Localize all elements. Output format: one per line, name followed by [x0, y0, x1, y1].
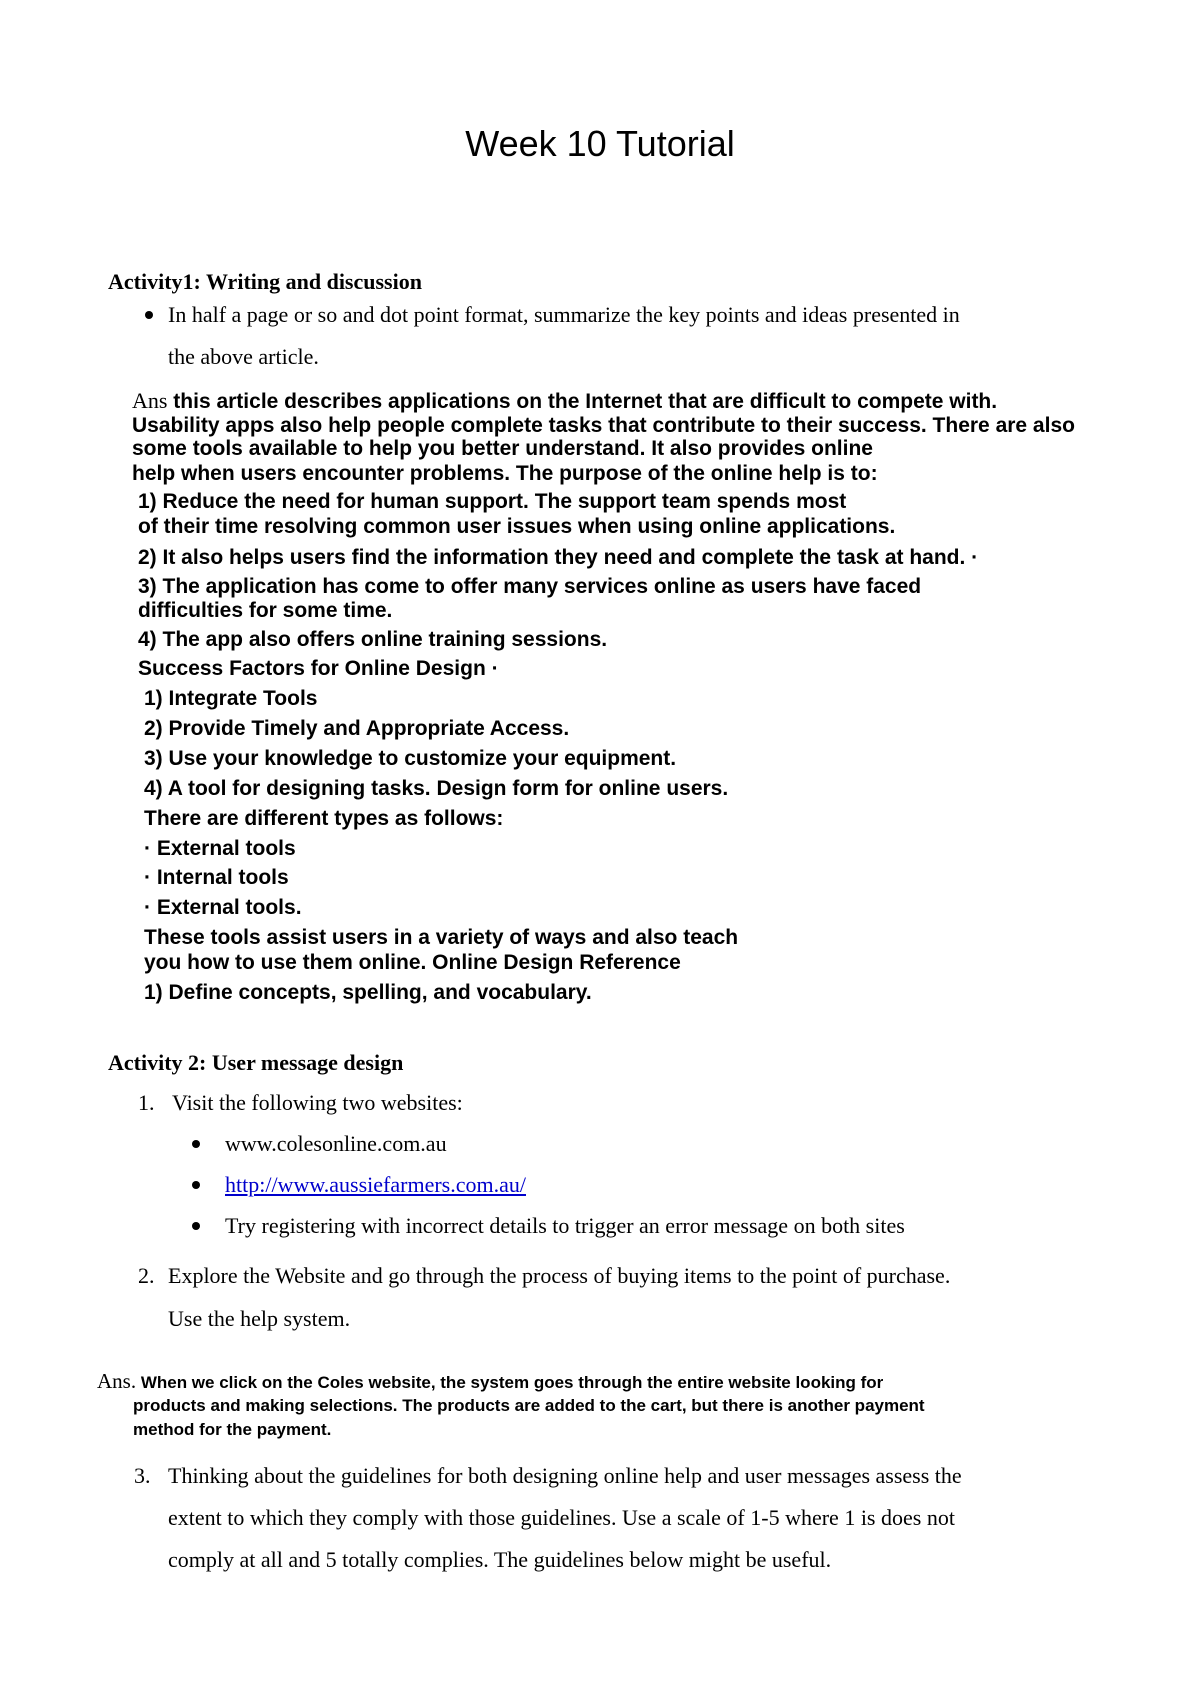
answer1-line: 1) Define concepts, spelling, and vocabulary.	[144, 981, 592, 1004]
answer1-line: These tools assist users in a variety of ways and also teach	[144, 926, 739, 949]
item2-line2: Use the help system.	[168, 1306, 351, 1331]
register-instruction: Try registering with incorrect details to trigger an error message on both sites	[225, 1213, 905, 1238]
bullet-icon	[192, 1140, 200, 1148]
answer1-label: Ans	[132, 388, 168, 413]
activity2-heading: Activity 2: User message design	[108, 1050, 404, 1075]
answer2-line1	[97, 1370, 883, 1394]
answer1-line: 2) It also helps users find the information they need and complete the task at hand. ·	[138, 546, 979, 569]
answer1-line: 4) The app also offers online training sessions.	[138, 628, 608, 651]
answer1-line-0	[132, 389, 997, 414]
answer1-line: · External tools.	[144, 896, 302, 919]
item3-line3: comply at all and 5 totally complies. The guidelines below might be useful.	[168, 1547, 832, 1572]
answer1-line: · External tools	[144, 837, 296, 860]
item1-number: 1.	[138, 1090, 155, 1115]
answer1-line: help when users encounter problems. The purpose of the online help is to:	[132, 462, 878, 485]
answer2-line3: method for the payment.	[133, 1420, 332, 1439]
item1-text: Visit the following two websites:	[172, 1090, 463, 1115]
answer1-line: 2) Provide Timely and Appropriate Access.	[144, 717, 570, 740]
answer1-line: Usability apps also help people complete tasks that contribute to their success. There are also	[132, 414, 1075, 437]
item2-number: 2.	[138, 1263, 155, 1288]
item3-line2: extent to which they comply with those guidelines. Use a scale of 1-5 where 1 is does not	[168, 1505, 955, 1530]
answer1-line: 3) Use your knowledge to customize your equipment.	[144, 747, 677, 770]
answer1-line: difficulties for some time.	[138, 599, 393, 622]
answer1-line: There are different types as follows:	[144, 807, 504, 830]
website-coles: www.colesonline.com.au	[225, 1131, 447, 1156]
answer1-text: this article describes applications on the Internet that are difficult to compete with.	[167, 390, 998, 413]
answer2-label: Ans.	[97, 1369, 137, 1393]
answer1-line: some tools available to help you better understand. It also provides online	[132, 437, 873, 460]
answer2-line2: products and making selections. The products are added to the cart, but there is another payment	[133, 1396, 925, 1415]
bullet-icon	[192, 1181, 200, 1189]
answer1-line: Success Factors for Online Design ·	[138, 657, 499, 680]
bullet-icon	[145, 311, 153, 319]
bullet-icon	[192, 1222, 200, 1230]
activity1-task-line2: the above article.	[168, 344, 319, 369]
activity1-task-line1: In half a page or so and dot point format, summarize the key points and ideas presented in	[168, 302, 960, 327]
answer1-line: 4) A tool for designing tasks. Design form for online users.	[144, 777, 729, 800]
answer1-line: 1) Integrate Tools	[144, 687, 318, 710]
page-title: Week 10 Tutorial	[465, 123, 735, 164]
answer1-line: 1) Reduce the need for human support. The support team spends most	[138, 490, 847, 513]
website-aussiefarmers-link[interactable]: http://www.aussiefarmers.com.au/	[225, 1172, 526, 1197]
answer1-line: · Internal tools	[144, 866, 289, 889]
answer1-line: 3) The application has come to offer many services online as users have faced	[138, 575, 922, 598]
answer1-line: of their time resolving common user issues when using online applications.	[138, 515, 896, 538]
item2-line1: Explore the Website and go through the process of buying items to the point of purchase.	[168, 1263, 951, 1288]
answer1-line: you how to use them online. Online Design Reference	[144, 951, 681, 974]
item3-line1: Thinking about the guidelines for both designing online help and user messages assess the	[168, 1463, 962, 1488]
item3-number: 3.	[134, 1463, 151, 1488]
activity1-heading: Activity1: Writing and discussion	[108, 269, 422, 294]
answer2-text: When we click on the Coles website, the system goes through the entire website looking for	[136, 1373, 884, 1392]
